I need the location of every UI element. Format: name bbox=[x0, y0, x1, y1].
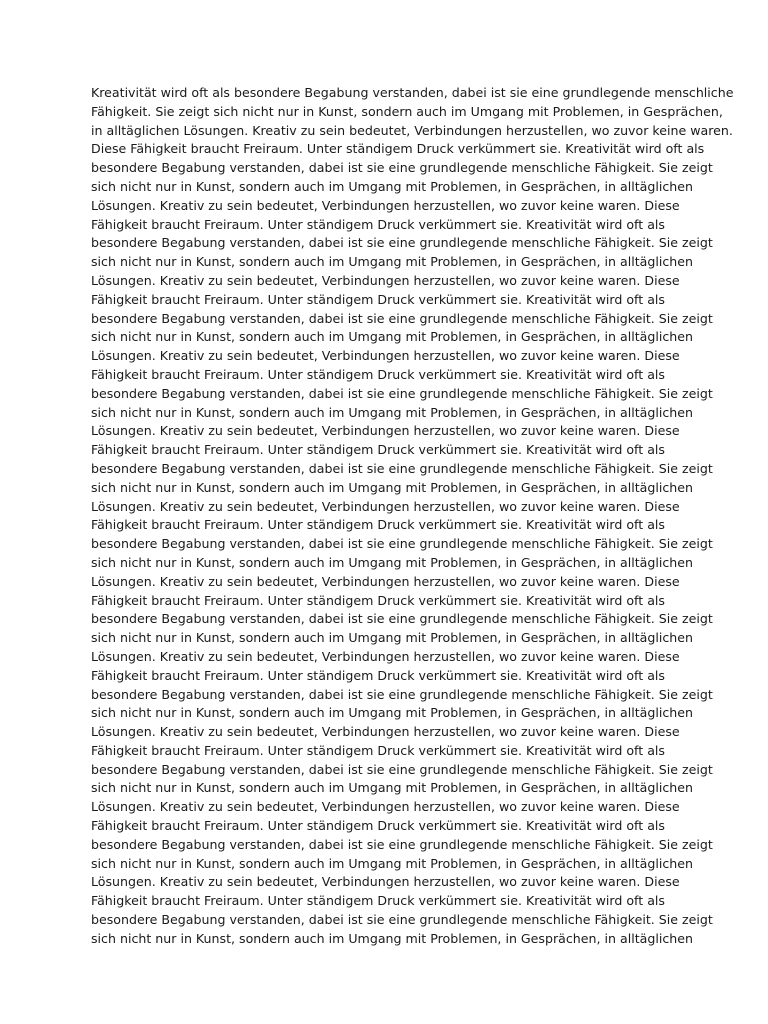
text-line: besondere Begabung verstanden, dabei ist sie eine grundlegende menschliche Fähigkeit. Sie zeigt bbox=[91, 160, 713, 176]
text-line: sich nicht nur in Kunst, sondern auch im Umgang mit Problemen, in Gesprächen, in alltäglichen bbox=[91, 404, 694, 420]
text-line: Fähigkeit braucht Freiraum. Unter ständigem Druck verkümmert sie. Kreativität wird oft als bbox=[91, 893, 665, 909]
text-line: Fähigkeit braucht Freiraum. Unter ständigem Druck verkümmert sie. Kreativität wird oft als bbox=[91, 442, 665, 458]
text-line: Fähigkeit braucht Freiraum. Unter ständigem Druck verkümmert sie. Kreativität wird oft als bbox=[91, 366, 665, 382]
text-line: sich nicht nur in Kunst, sondern auch im Umgang mit Problemen, in Gesprächen, in alltäglichen bbox=[91, 254, 694, 270]
text-line: besondere Begabung verstanden, dabei ist sie eine grundlegende menschliche Fähigkeit. Sie zeigt bbox=[91, 686, 713, 702]
text-line: sich nicht nur in Kunst, sondern auch im Umgang mit Problemen, in Gesprächen, in alltäglichen bbox=[91, 630, 694, 646]
text-line: besondere Begabung verstanden, dabei ist sie eine grundlegende menschliche Fähigkeit. Sie zeigt bbox=[91, 385, 713, 401]
text-line: sich nicht nur in Kunst, sondern auch im Umgang mit Problemen, in Gesprächen, in alltäglichen bbox=[91, 855, 694, 871]
text-line: Lösungen. Kreativ zu sein bedeutet, Verbindungen herzustellen, wo zuvor keine waren. Diese bbox=[91, 423, 680, 439]
text-line: besondere Begabung verstanden, dabei ist sie eine grundlegende menschliche Fähigkeit. Sie zeigt bbox=[91, 761, 713, 777]
body-paragraph bbox=[91, 84, 734, 949]
text-line: Fähigkeit. Sie zeigt sich nicht nur in Kunst, sondern auch im Umgang mit Problemen, in Gesprächen, bbox=[91, 103, 723, 119]
text-line: Fähigkeit braucht Freiraum. Unter ständigem Druck verkümmert sie. Kreativität wird oft als bbox=[91, 818, 665, 834]
text-line: Lösungen. Kreativ zu sein bedeutet, Verbindungen herzustellen, wo zuvor keine waren. Diese bbox=[91, 498, 680, 514]
text-line: besondere Begabung verstanden, dabei ist sie eine grundlegende menschliche Fähigkeit. Sie zeigt bbox=[91, 836, 713, 852]
text-line: Lösungen. Kreativ zu sein bedeutet, Verbindungen herzustellen, wo zuvor keine waren. Diese bbox=[91, 724, 680, 740]
text-line: Fähigkeit braucht Freiraum. Unter ständigem Druck verkümmert sie. Kreativität wird oft als bbox=[91, 667, 665, 683]
text-line: Diese Fähigkeit braucht Freiraum. Unter ständigem Druck verkümmert sie. Kreativität wird oft als bbox=[91, 141, 705, 157]
text-line: besondere Begabung verstanden, dabei ist sie eine grundlegende menschliche Fähigkeit. Sie zeigt bbox=[91, 460, 713, 476]
text-line: Fähigkeit braucht Freiraum. Unter ständigem Druck verkümmert sie. Kreativität wird oft als bbox=[91, 592, 665, 608]
text-line: Fähigkeit braucht Freiraum. Unter ständigem Druck verkümmert sie. Kreativität wird oft als bbox=[91, 742, 665, 758]
text-line: Lösungen. Kreativ zu sein bedeutet, Verbindungen herzustellen, wo zuvor keine waren. Diese bbox=[91, 272, 680, 288]
text-line: Lösungen. Kreativ zu sein bedeutet, Verbindungen herzustellen, wo zuvor keine waren. Diese bbox=[91, 799, 680, 815]
text-line: besondere Begabung verstanden, dabei ist sie eine grundlegende menschliche Fähigkeit. Sie zeigt bbox=[91, 611, 713, 627]
text-line: sich nicht nur in Kunst, sondern auch im Umgang mit Problemen, in Gesprächen, in alltäglichen bbox=[91, 479, 694, 495]
text-line: Kreativität wird oft als besondere Begabung verstanden, dabei ist sie eine grundlegende menschliche bbox=[91, 85, 734, 100]
text-line: besondere Begabung verstanden, dabei ist sie eine grundlegende menschliche Fähigkeit. Sie zeigt bbox=[91, 536, 713, 552]
text-line: besondere Begabung verstanden, dabei ist sie eine grundlegende menschliche Fähigkeit. Sie zeigt bbox=[91, 912, 713, 928]
text-line: Fähigkeit braucht Freiraum. Unter ständigem Druck verkümmert sie. Kreativität wird oft als bbox=[91, 291, 665, 307]
text-line: Fähigkeit braucht Freiraum. Unter ständigem Druck verkümmert sie. Kreativität wird oft als bbox=[91, 517, 665, 533]
text-line: sich nicht nur in Kunst, sondern auch im Umgang mit Problemen, in Gesprächen, in alltäglichen bbox=[91, 930, 694, 946]
text-line: in alltäglichen Lösungen. Kreativ zu sein bedeutet, Verbindungen herzustellen, wo zuvor keine waren. bbox=[91, 122, 733, 138]
text-line: sich nicht nur in Kunst, sondern auch im Umgang mit Problemen, in Gesprächen, in alltäglichen bbox=[91, 329, 694, 345]
text-line: Lösungen. Kreativ zu sein bedeutet, Verbindungen herzustellen, wo zuvor keine waren. Diese bbox=[91, 348, 680, 364]
text-line: besondere Begabung verstanden, dabei ist sie eine grundlegende menschliche Fähigkeit. Sie zeigt bbox=[91, 310, 713, 326]
text-line: Lösungen. Kreativ zu sein bedeutet, Verbindungen herzustellen, wo zuvor keine waren. Diese bbox=[91, 573, 680, 589]
text-line: Lösungen. Kreativ zu sein bedeutet, Verbindungen herzustellen, wo zuvor keine waren. Diese bbox=[91, 648, 680, 664]
text-line: Fähigkeit braucht Freiraum. Unter ständigem Druck verkümmert sie. Kreativität wird oft als bbox=[91, 216, 665, 232]
text-line: sich nicht nur in Kunst, sondern auch im Umgang mit Problemen, in Gesprächen, in alltäglichen bbox=[91, 780, 694, 796]
text-line: besondere Begabung verstanden, dabei ist sie eine grundlegende menschliche Fähigkeit. Sie zeigt bbox=[91, 235, 713, 251]
text-line: sich nicht nur in Kunst, sondern auch im Umgang mit Problemen, in Gesprächen, in alltäglichen bbox=[91, 178, 694, 194]
text-line: sich nicht nur in Kunst, sondern auch im Umgang mit Problemen, in Gesprächen, in alltäglichen bbox=[91, 705, 694, 721]
text-line: Lösungen. Kreativ zu sein bedeutet, Verbindungen herzustellen, wo zuvor keine waren. Diese bbox=[91, 197, 680, 213]
text-line: Lösungen. Kreativ zu sein bedeutet, Verbindungen herzustellen, wo zuvor keine waren. Diese bbox=[91, 874, 680, 890]
text-line: sich nicht nur in Kunst, sondern auch im Umgang mit Problemen, in Gesprächen, in alltäglichen bbox=[91, 554, 694, 570]
